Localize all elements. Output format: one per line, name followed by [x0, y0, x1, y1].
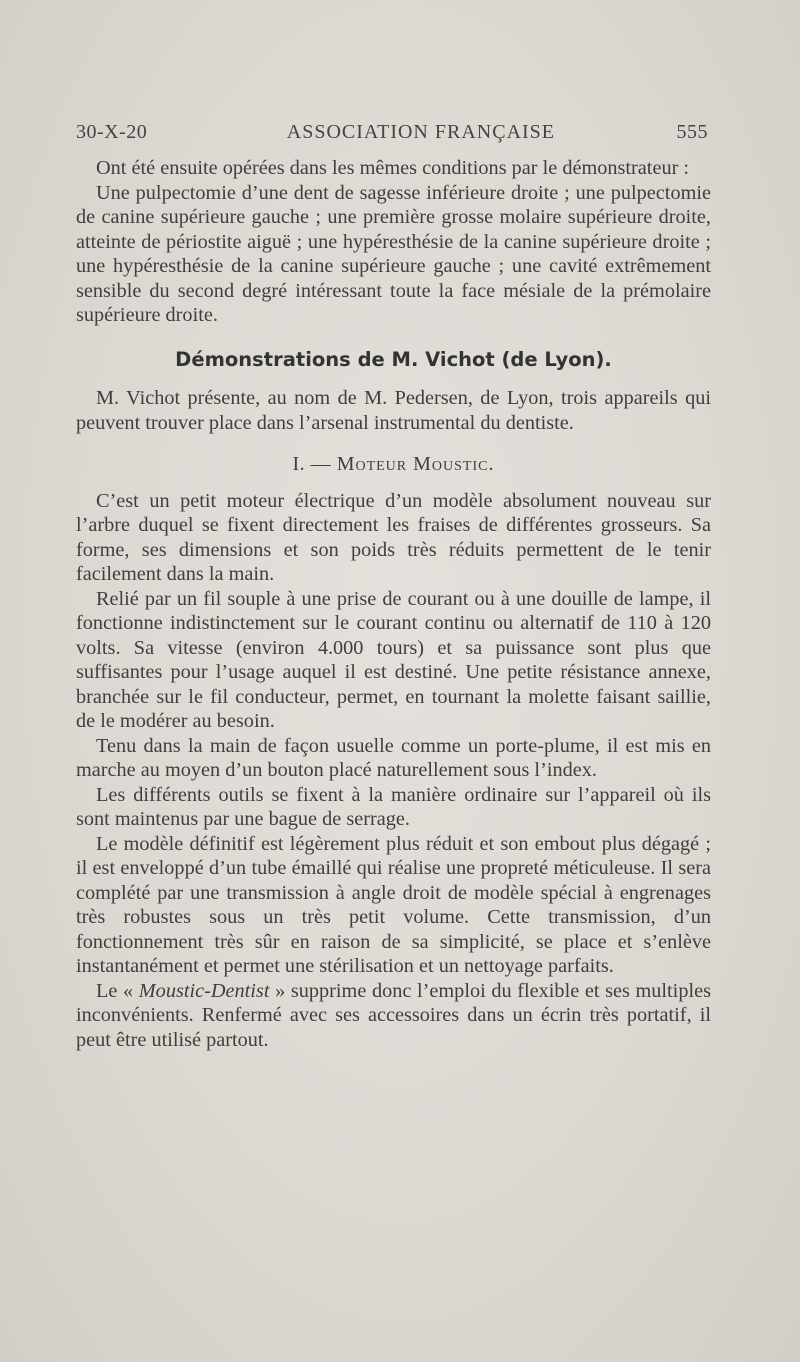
paragraph: C’est un petit moteur électrique d’un modèle absolument nouveau sur l’arbre duquel se fixent directement les fraises de différentes grosseurs. Sa forme, ses dimensions et son poids très réduits permettent de le tenir facilement dans la main.: [76, 489, 711, 585]
body-text: [76, 156, 711, 1052]
header-date: 30-X-20: [76, 121, 148, 143]
running-header: [76, 121, 708, 144]
paragraph: Tenu dans la main de façon usuelle comme un porte-plume, il est mis en marche au moyen d’un bouton placé naturellement sous l’index.: [76, 734, 711, 781]
sub-heading: [76, 452, 711, 477]
section-heading: Démonstrations de M. Vichot (de Lyon).: [175, 347, 612, 371]
paragraph: Une pulpectomie d’une dent de sagesse inférieure droite ; une pulpectomie de canine supérieure gauche ; une première grosse molaire supérieure droite, atteinte de périostite aiguë ; une hypéresthésie de la canine supérieure droite ; une hypéresthésie de la canine supérieure gauche ; une cavité extrêmement sensible du second degré intéressant toute la face mésiale de la prémolaire supérieure droite.: [76, 181, 711, 326]
paragraph: M. Vichot présente, au nom de M. Pedersen, de Lyon, trois appareils qui peuvent trouver place dans l’arsenal instrumental du dentiste.: [76, 387, 711, 434]
paragraph-last: [76, 979, 711, 1053]
header-title: ASSOCIATION FRANÇAISE: [286, 121, 556, 143]
sub-heading-label: Moteur Moustic.: [336, 453, 495, 475]
paragraph: Relié par un fil souple à une prise de courant ou à une douille de lampe, il fonctionne indistinctement sur le courant continu ou alternatif de 110 à 120 volts. Sa vitesse (environ 4.000 tours) et sa puissance sont plus que suffisantes pour l’usage auquel il est destiné. Une petite résistance annexe, branchée sur le fil conducteur, permet, en tournant la molette faisant saillie, de le modérer au besoin.: [76, 587, 711, 732]
paragraph: Ont été ensuite opérées dans les mêmes conditions par le démonstrateur :: [96, 157, 690, 179]
last-paragraph-prefix: Le «: [96, 979, 139, 1002]
page-number: 555: [676, 121, 708, 143]
paragraph: Les différents outils se fixent à la manière ordinaire sur l’appareil où ils sont maintenus par une bague de serrage.: [76, 783, 711, 830]
last-paragraph-suffix: » supprime donc l’emploi du flexible et ses multiples inconvénients. Renfermé avec ses accessoires dans un écrin très portatif, il peut être utilisé partout.: [76, 979, 711, 1051]
paragraph: Le modèle définitif est légèrement plus réduit et son embout plus dégagé ; il est enveloppé d’un tube émaillé qui réalise une propreté méticuleuse. Il sera complété par une transmission à angle droit de modèle spécial à engrenages très robustes sous un très petit volume. Cette transmission, d’un fonctionnement très sûr en raison de sa simplicité, se place et s’enlève instantanément et permet une stérilisation et un nettoyage parfaits.: [76, 832, 711, 977]
product-name: Moustic-Dentist: [138, 979, 270, 1002]
sub-heading-numeral: I. —: [292, 453, 332, 475]
